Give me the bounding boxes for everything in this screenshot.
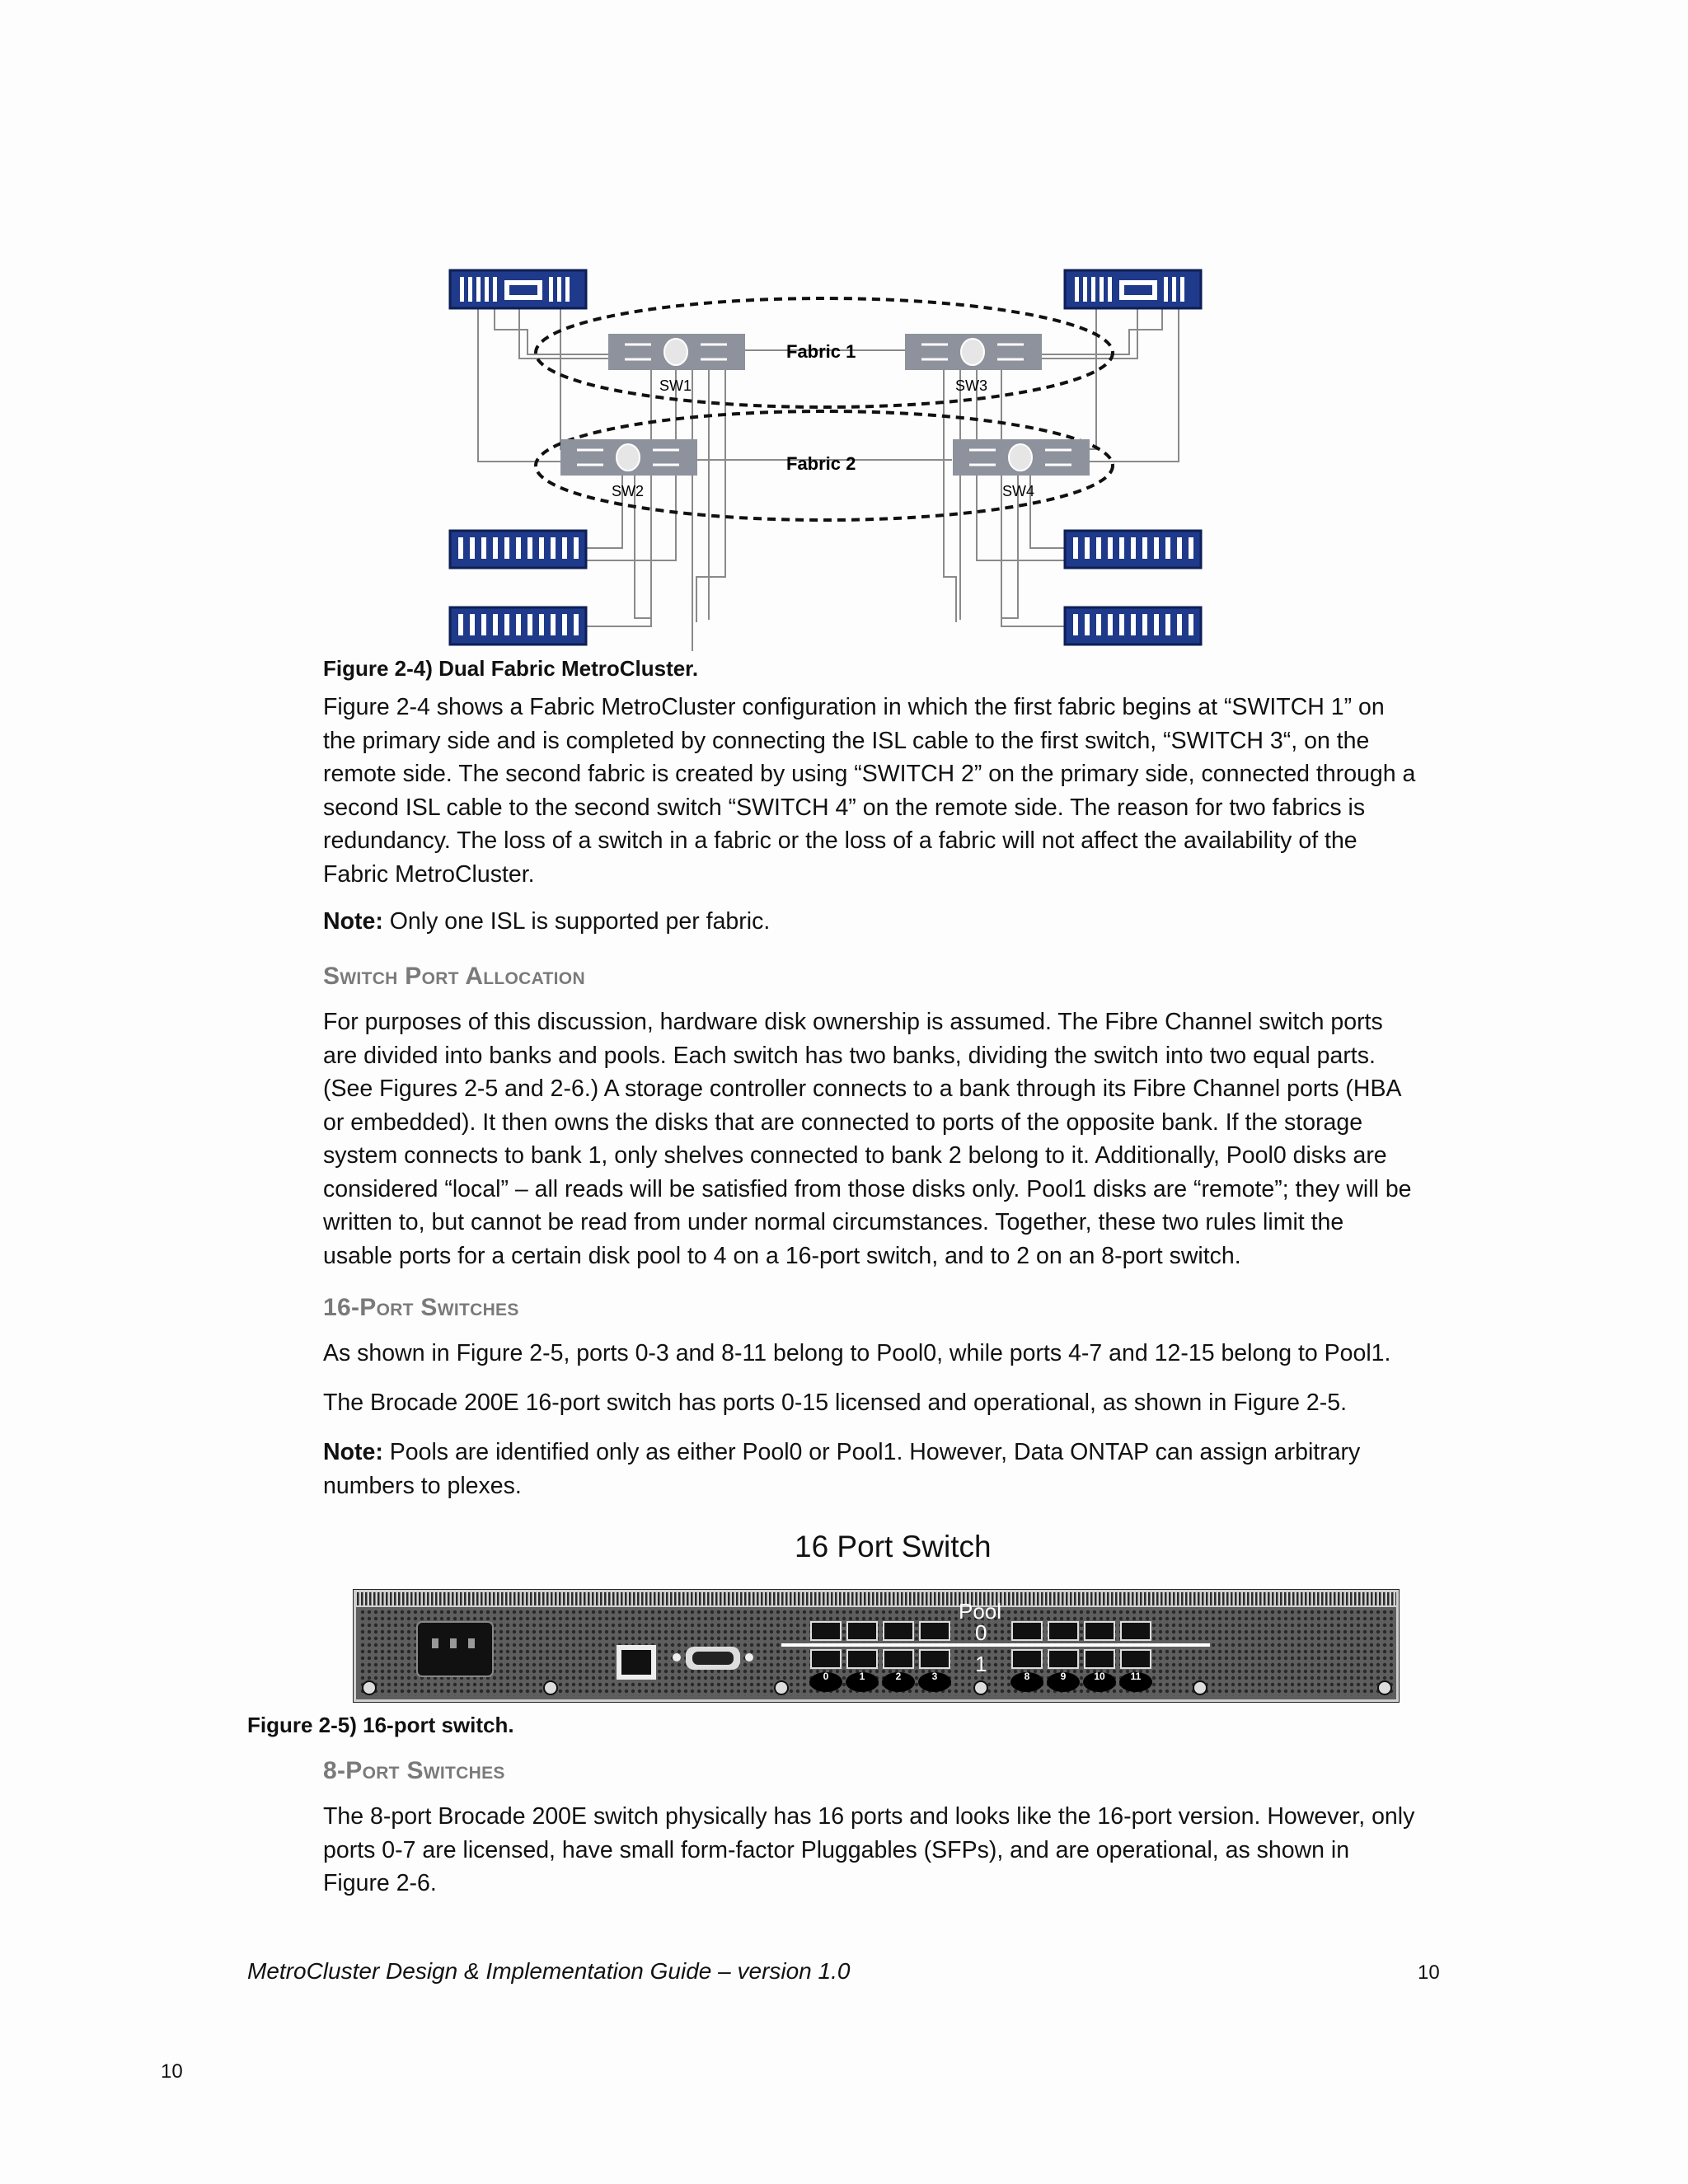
port-number: 10	[1094, 1671, 1105, 1682]
port-number: 0	[823, 1671, 829, 1682]
note-label: Note:	[323, 908, 383, 935]
paragraph-16-port-licensed: The Brocade 200E 16-port switch has ports 0-15 licensed and operational, as shown in Figure 2-5.	[323, 1390, 1348, 1416]
footer-page-number: 10	[1418, 1961, 1440, 1984]
figure-2-4-caption: Figure 2-4) Dual Fabric MetroCluster.	[323, 656, 699, 681]
disk-shelf-left-bottom	[450, 607, 586, 644]
paragraph-16-port-pools: As shown in Figure 2-5, ports 0-3 and 8-11 belong to Pool0, while ports 4-7 and 12-15 belong to Pool1.	[323, 1340, 1391, 1366]
paragraph-fabric-description: Figure 2-4 shows a Fabric MetroCluster configuration in which the first fabric begins at “SWITCH 1” on the primary side and is completed by connecting the ISL cable to the first switch, “SWITCH 3“, on the remote side. The second fabric is created by using “SWITCH 2” on the primary side, connected through a second ISL cable to the second switch “SWITCH 4” on the remote side. The reason for two fabrics is redundancy. The loss of a switch in a fabric or the loss of a fabric will not affect the availability of the Fabric MetroCluster.	[323, 694, 1416, 888]
pool-label: Pool	[959, 1599, 1002, 1624]
pool0-label: 0	[975, 1620, 987, 1645]
footer-title: MetroCluster Design & Implementation Guide – version 1.0	[247, 1958, 851, 1984]
disk-shelf-left-top	[450, 531, 586, 568]
page-number-bottom: 10	[161, 2060, 183, 2083]
note-pools	[323, 1436, 1419, 1502]
port-number: 2	[895, 1671, 902, 1682]
switch-sw4	[953, 439, 1090, 476]
disk-shelf-right-top	[1065, 531, 1201, 568]
port-number: 1	[859, 1671, 865, 1682]
heading-switch-port-allocation: Switch Port Allocation	[323, 963, 585, 990]
fabric2-label: Fabric 2	[786, 453, 856, 474]
paragraph-port-allocation: For purposes of this discussion, hardware disk ownership is assumed. The Fibre Channel switch ports are divided into banks and pools. Each switch has two banks, dividing the switch into two equal parts. (See Figures 2-5 and 2-6.) A storage controller connects to a bank through its Fibre Channel ports (HBA or embedded). It then owns the disks that are connected to ports of the opposite bank. If the storage system connects to bank 1, only shelves connected to bank 2 belong to it. Additionally, Pool0 disks are considered “local” – all reads will be satisfied from those disks only. Pool1 disks are “remote”; they will be written to, but cannot be read from under normal circumstances. Together, these two rules limit the usable ports for a certain disk pool to 4 on a 16-port switch, and to 2 on an 8-port switch.	[323, 1009, 1412, 1269]
switch-sw3	[905, 334, 1042, 370]
controller-left	[450, 270, 586, 308]
port-number: 9	[1060, 1671, 1067, 1682]
port-number: 8	[1024, 1671, 1030, 1682]
sw2-label: SW2	[612, 483, 645, 499]
disk-shelf-right-bottom	[1065, 607, 1201, 644]
note-label: Note:	[323, 1439, 383, 1465]
note-text: Pools are identified only as either Pool0 or Pool1. However, Data ONTAP can assign arbitrary numbers to plexes.	[323, 1439, 1361, 1499]
note-isl	[323, 905, 1419, 939]
port-number: 11	[1130, 1671, 1142, 1682]
port-number: 3	[931, 1671, 938, 1682]
note-text: Only one ISL is supported per fabric.	[382, 908, 771, 935]
paragraph-8-port: The 8-port Brocade 200E switch physically has 16 ports and looks like the 16-port version. However, only ports 0-7 are licensed, have small form-factor Pluggables (SFPs), and are operational, as shown in Figure 2-6.	[323, 1803, 1415, 1896]
switch-panel-16-port	[353, 1589, 1400, 1703]
heading-16-port-switches: 16-Port Switches	[323, 1294, 519, 1321]
switch-sw1	[608, 334, 745, 370]
heading-8-port-switches: 8-Port Switches	[323, 1757, 505, 1784]
figure-2-5-caption: Figure 2-5) 16-port switch.	[247, 1713, 514, 1737]
sw4-label: SW4	[1002, 483, 1035, 499]
controller-right	[1065, 270, 1201, 308]
switch-sw2	[560, 439, 697, 476]
fabric1-label: Fabric 1	[786, 341, 856, 362]
dual-fabric-diagram	[445, 264, 1212, 651]
sw3-label: SW3	[955, 377, 988, 394]
ethernet-port	[617, 1645, 656, 1680]
figure-2-5-title: 16 Port Switch	[795, 1530, 992, 1563]
power-inlet	[417, 1622, 493, 1676]
pool1-label: 1	[975, 1652, 987, 1676]
sw1-label: SW1	[659, 377, 692, 394]
